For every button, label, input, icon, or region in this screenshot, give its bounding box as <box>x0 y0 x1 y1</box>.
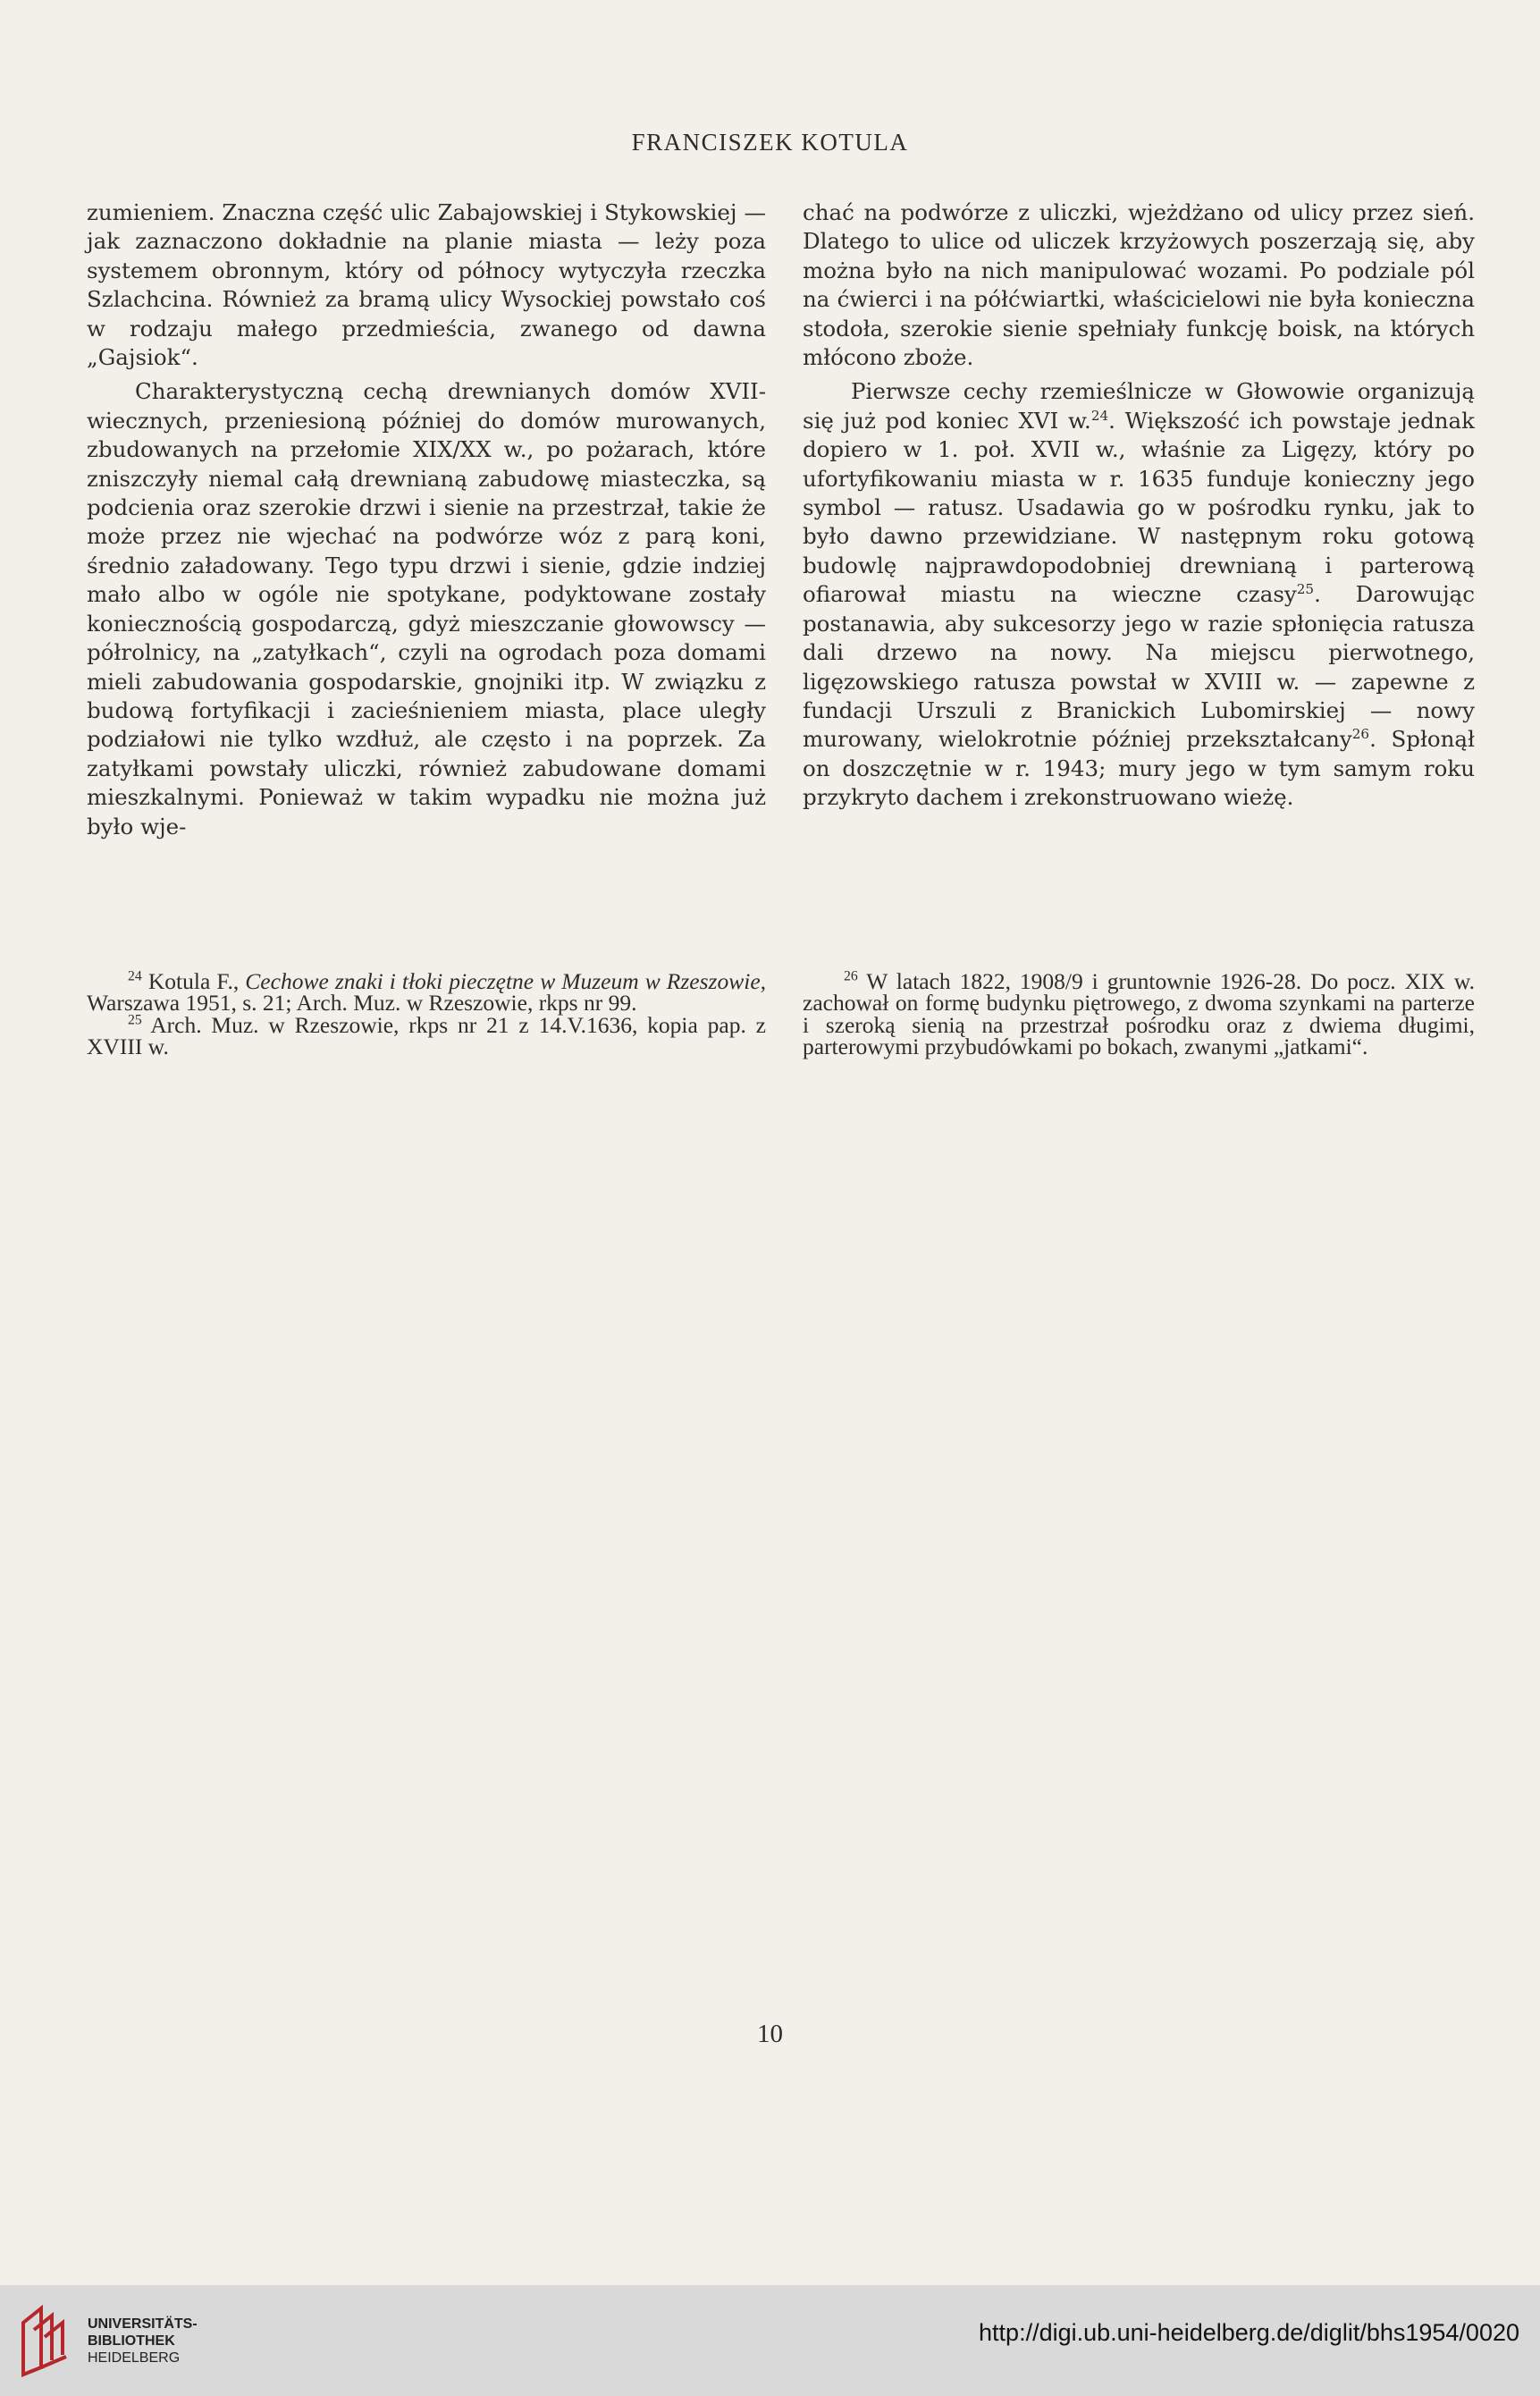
footnotes-right <box>803 968 1475 1059</box>
footnote-ref-25[interactable]: 25 <box>1296 581 1315 598</box>
footnote-ref-24[interactable]: 24 <box>1090 407 1109 424</box>
footnote-24-number: 24 <box>128 968 142 984</box>
footnote-26 <box>803 968 1475 1059</box>
left-text-column <box>87 198 766 841</box>
footnote-ref-26[interactable]: 26 <box>1351 726 1370 743</box>
library-name-line-3: HEIDELBERG <box>88 2350 181 2366</box>
digitization-footer <box>0 2285 1540 2396</box>
left-paragraph-2: Charakterystyczną cechą drewnianych domów XVII-wiecznych, przeniesioną później do domów murowanych, zbudowanych na przełomie XIX/XX w., po pożarach, które zniszczyły niemal całą drewnianą zabudowę miasteczka, są podcienia oraz szerokie drzwi i sienie na przestrzał, takie że może przez nie wjechać na podwórze wóz z parą koni, średnio załadowany. Tego typu drzwi i sienie, gdzie indziej mało albo w ogóle nie spotykane, podyktowane zostały koniecznością gospodarczą, gdyż mieszczanie głowowscy — półrolnicy, na „zatyłkach“, czyli na ogrodach poza domami mieli zabudowania gospodarskie, gnojniki itp. W związku z budową fortyfikacji i zacieśnieniem miasta, place uległy podziałowi nie tylko wzdłuż, ale często i na poprzek. Za zatyłkami powstały uliczki, również zabudowane domami mieszkalnymi. Ponieważ w takim wypadku nie można już było wje- <box>87 378 766 839</box>
right-paragraph-2-part-c: . Darowując postanawia, aby sukcesorzy jego w razie spłonięcia ratusza dali drzewo na nowy. Na miejscu pierwotnego, ligęzowskiego ratusza powstał w XVIII w. — zapewne z fundacji Urszuli z Branickich Lubomirskiej — nowy murowany, wielokrotnie później przekształcany <box>803 581 1475 753</box>
right-text-column <box>803 198 1475 813</box>
footnotes-left <box>87 968 767 1059</box>
source-url-link[interactable]: http://digi.ub.uni-heidelberg.de/diglit/bhs1954/0020 <box>979 2319 1519 2346</box>
footnote-25-number: 25 <box>128 1012 142 1028</box>
footnote-26-number: 26 <box>844 968 858 984</box>
footnote-25 <box>87 1011 766 1059</box>
footnote-24-rest: Warszawa 1951, s. 21; Arch. Muz. w Rzeszowie, rkps nr 99. <box>87 990 637 1017</box>
right-paragraph-2-part-b: . Większość ich powstaje jednak dopiero w 1. poł. XVII w., właśnie za Ligęzy, który po ufortyfikowaniu miasta w r. 1635 funduje konieczny jego symbol — ratusz. Usadawia go w pośrodku rynku, jak to było dawno przewidziane. W następnym roku gotową budowlę najprawdopodobniej drewnianą i parterową ofiarował miastu na wieczne czasy <box>803 407 1476 608</box>
running-title: FRANCISZEK KOTULA <box>631 129 909 156</box>
right-paragraph-2-part-a: Pierwsze cechy rzemieślnicze w Głowowie organizują się już pod koniec XVI w. <box>803 378 1475 434</box>
footnote-26-text: W latach 1822, 1908/9 i gruntownie 1926-28. Do pocz. XIX w. zachował on formę budynku piętrowego, z dwoma szynkami na parterze i szeroką sienią na przestrzał pośrodku oraz z dwiema długimi, parterowymi przybudówkami po bokach, zwanymi „jatkami“. <box>803 968 1475 1059</box>
left-paragraph-1: zumieniem. Znaczna część ulic Zabajowskiej i Stykowskiej — jak zaznaczono dokładnie na planie miasta — leży poza systemem obronnym, który od północy wytyczyła rzeczka Szlachcina. Również za bramą ulicy Wysockiej powstało coś w rodzaju małego przedmieścia, zwanego od dawna „Gajsiok“. <box>87 199 766 371</box>
right-paragraph-2 <box>803 377 1475 812</box>
library-name <box>88 2316 198 2366</box>
right-paragraph-2-part-d: . Spłonął on doszczętnie w r. 1943; mury jego w tym samym roku przykryto dachem i zrekonstruowano wieżę. <box>803 726 1475 811</box>
library-name-line-1: UNIVERSITÄTS- <box>88 2316 198 2332</box>
footnote-24 <box>87 968 767 1017</box>
right-paragraph-1: chać na podwórze z uliczki, wjeżdżano od ulicy przez sień. Dlatego to ulice od uliczek krzyżowych poszerzają się, aby można było na nich manipulować wozami. Po podziale pól na ćwierci i na półćwiartki, właścicielowi nie była konieczna stodoła, szerokie sienie spełniały funkcję boisk, na których młócono zboże. <box>803 199 1475 371</box>
library-name-line-2: BIBLIOTHEK <box>88 2333 175 2349</box>
ub-heidelberg-logo-icon[interactable] <box>16 2305 73 2378</box>
page-number: 10 <box>757 2020 783 2048</box>
footnote-24-author: Kotula F., <box>141 968 246 994</box>
footnote-24-title: Cechowe znaki i tłoki pieczętne w Muzeum w Rzeszowie, <box>245 968 767 994</box>
footnote-25-text: Arch. Muz. w Rzeszowie, rkps nr 21 z 14.V.1636, kopia pap. z XVIII w. <box>87 1011 766 1059</box>
